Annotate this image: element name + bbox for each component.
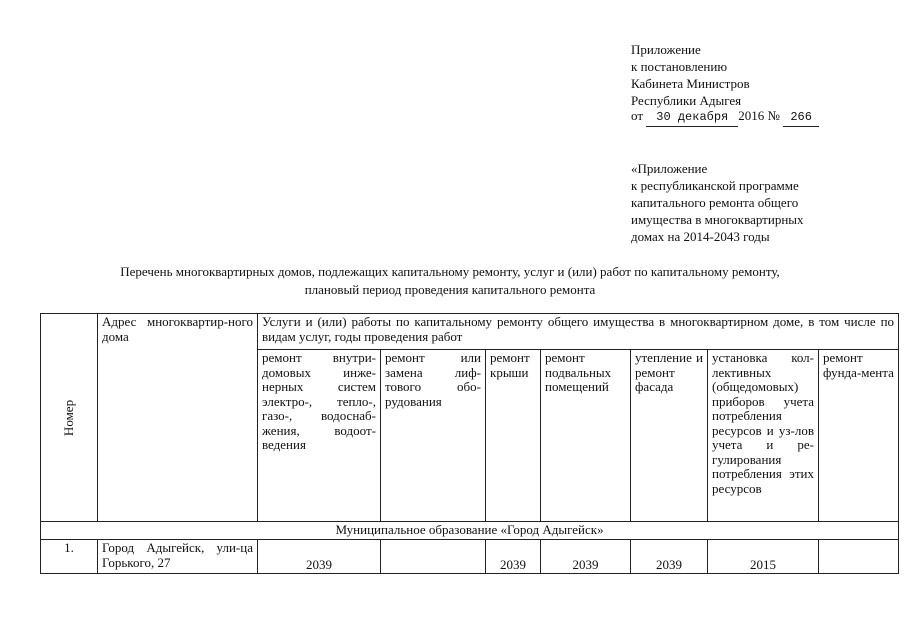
number-handwritten: 266 xyxy=(783,110,819,127)
document-title-line-1: Перечень многоквартирных домов, подлежащих капитальному ремонту, услуг и (или) работ по капитальному ремонту, xyxy=(120,264,780,279)
header-service-facade: утепление и ремонт фасада xyxy=(631,350,708,522)
program-line-2: к республиканской программе xyxy=(631,178,799,193)
header-service-elevator: ремонт или замена лиф-тового обо-рудования xyxy=(381,350,486,522)
appendix-line-3: Кабинета Министров xyxy=(631,76,750,91)
row-value-foundation xyxy=(819,540,899,574)
row-value-meters: 2015 xyxy=(708,540,819,574)
header-number-cell xyxy=(41,314,98,522)
program-line-3: капитального ремонта общего xyxy=(631,195,799,210)
row-value-roof: 2039 xyxy=(486,540,541,574)
header-service-meters: установка кол-лективных (общедомовых) приборов учета потребления ресурсов и уз-лов учета и ре-гулирования потребления этих ресурсов xyxy=(708,350,819,522)
row-value-facade: 2039 xyxy=(631,540,708,574)
row-address: Город Адыгейск, ули-ца Горького, 27 xyxy=(98,540,258,574)
date-prefix: от xyxy=(631,108,644,123)
appendix-date-line xyxy=(631,108,819,127)
section-title: Муниципальное образование «Город Адыгейск» xyxy=(41,522,899,540)
number-sign: № xyxy=(767,108,780,123)
appendix-line-1: Приложение xyxy=(631,42,701,57)
document-title-line-2: плановый период проведения капитального ремонта xyxy=(304,282,596,297)
row-number: 1. xyxy=(41,540,98,574)
header-address: Адрес многоквартир-ного дома xyxy=(98,314,258,522)
row-value-elevator xyxy=(381,540,486,574)
header-service-foundation: ремонт фунда-мента xyxy=(819,350,899,522)
row-value-engineering: 2039 xyxy=(258,540,381,574)
appendix-line-4: Республики Адыгея xyxy=(631,93,742,108)
header-service-engineering: ремонт внутри-домовых инже-нерных систем электро-, тепло-, газо-, водоснаб-жения, водоот-ведения xyxy=(258,350,381,522)
table-row xyxy=(41,540,899,574)
appendix-line-2: к постановлению xyxy=(631,59,728,74)
program-line-5: домах на 2014-2043 годы xyxy=(631,229,770,244)
header-number: Номер xyxy=(60,399,76,436)
program-line-1: «Приложение xyxy=(631,161,708,176)
header-services: Услуги и (или) работы по капитальному ремонту общего имущества в многоквартирном доме, в том числе по видам услуг, годы проведения работ xyxy=(258,314,899,350)
row-value-basement: 2039 xyxy=(541,540,631,574)
program-line-4: имущества в многоквартирных xyxy=(631,212,804,227)
header-service-roof: ремонт крыши xyxy=(486,350,541,522)
header-service-basement: ремонт подвальных помещений xyxy=(541,350,631,522)
houses-table xyxy=(40,313,899,574)
date-year: 2016 xyxy=(738,108,765,123)
date-handwritten: 30 декабря xyxy=(646,110,738,127)
